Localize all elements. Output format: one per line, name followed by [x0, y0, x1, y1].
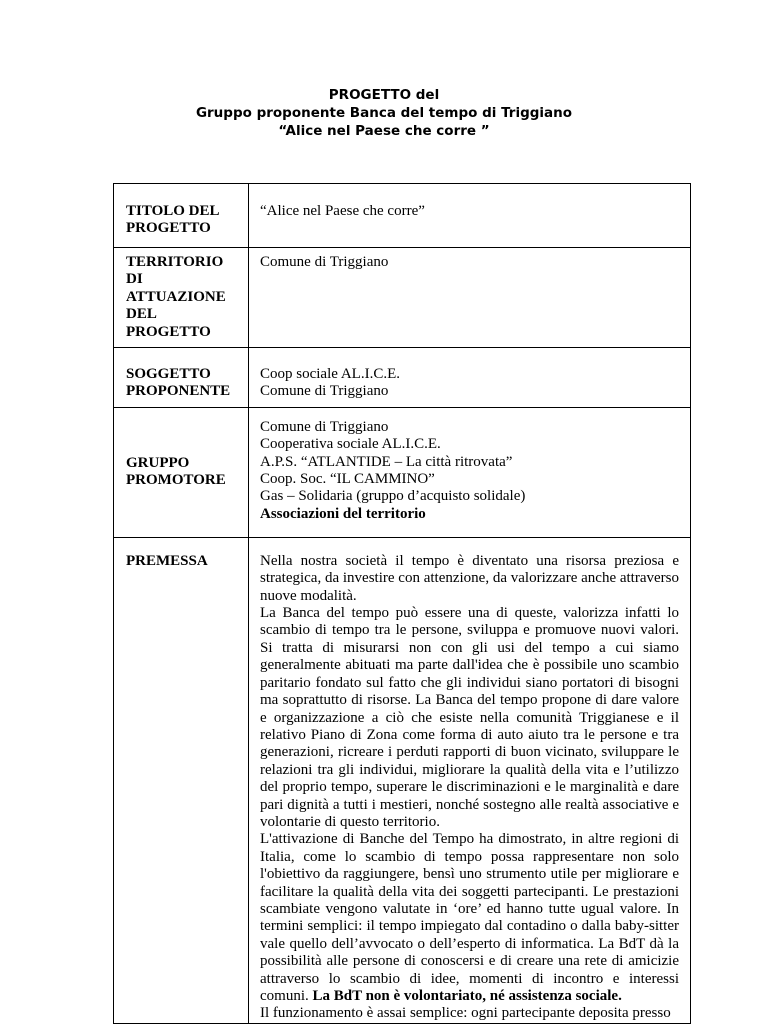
- label-soggetto: SOGGETTO PROPONENTE: [114, 348, 249, 408]
- value-titolo: “Alice nel Paese che corre”: [249, 184, 691, 248]
- soggetto-line-2: Comune di Triggiano: [260, 383, 389, 400]
- gruppo-line-3: A.P.S. “ATLANTIDE – La città ritrovata”: [260, 453, 513, 470]
- row-premessa: [114, 537, 691, 1023]
- header-line-1: PROGETTO del: [328, 87, 440, 103]
- label-premessa: PREMESSA: [114, 537, 249, 1023]
- value-premessa: [249, 537, 691, 1023]
- gruppo-bold-text: Associazioni del territorio: [260, 505, 426, 522]
- gruppo-line-1: Comune di Triggiano: [260, 418, 389, 435]
- row-gruppo: [114, 407, 691, 537]
- label-territorio: TERRITORIO DI ATTUAZIONE DEL PROGETTO: [114, 248, 249, 348]
- value-gruppo: [249, 407, 691, 537]
- premessa-paragraph-4: Il funzionamento è assai semplice: ogni partecipante deposita presso: [260, 1005, 671, 1022]
- project-table: [113, 183, 691, 1024]
- gruppo-line-bold: [260, 506, 679, 523]
- document-header: [0, 86, 768, 140]
- label-titolo: TITOLO DEL PROGETTO: [114, 184, 249, 248]
- premessa-p3-text: L'attivazione di Banche del Tempo ha dimostrato, in altre regioni di Italia, come lo scambio di tempo possa rappresentare non solo l'obiettivo da raggiungere, bensì uno strumento utile per migliorare e facilitare la qualità della vita dei soggetti partecipanti. Le prestazioni scambiate vengono valutate in ‘ore’ ed hanno tutte ugual valore. In termini semplici: il tempo impiegato dal contadino o dalla baby-sitter vale quello dell’avvocato o dell’esperto di informatica. La BdT dà la possibilità alle persone di conoscersi e di creare una rete di amicizie attraverso lo scambio di idee, momenti di incontro e interessi comuni.: [260, 831, 679, 1004]
- soggetto-line-1: Coop sociale AL.I.C.E.: [260, 366, 400, 383]
- header-line-3: “Alice nel Paese che corre ”: [278, 123, 490, 139]
- gruppo-line-2: Cooperativa sociale AL.I.C.E.: [260, 436, 441, 453]
- premessa-paragraph-1: Nella nostra società il tempo è diventato una risorsa preziosa e strategica, da investire con attenzione, da valorizzare anche attraverso nuove modalità.: [260, 552, 679, 604]
- premessa-paragraph-2: La Banca del tempo può essere una di queste, valorizza infatti lo scambio di tempo tra le persone, sviluppa e promuove nuovi valori. Si tratta di misurarsi non con gli usi del tempo a cui siamo generalmente abituati ma parte dall'idea che è possibile uno scambio paritario fondato sul fatto che gli individui siano portatori di bisogni ma soprattutto di risorse. La Banca del tempo propone di dare valore e organizzazione a ciò che esiste nella comunità Triggianese e il relativo Piano di Zona come forma di auto aiuto tra le persone e tra generazioni, ricreare i perduti rapporti di buon vicinato, sviluppare le relazioni tra gli individui, migliorare la qualità della vita e l’utilizzo del proprio tempo, superare le discriminazioni e le marginalità e dare pari dignità a tutti i mestieri, nonché sostegno alle realtà associative e volontarie di questo territorio.: [260, 605, 679, 830]
- premessa-paragraph-3: [260, 831, 679, 1005]
- value-territorio: Comune di Triggiano: [249, 248, 691, 348]
- row-soggetto: [114, 348, 691, 408]
- row-territorio: [114, 248, 691, 348]
- gruppo-line-4: Coop. Soc. “IL CAMMINO”: [260, 471, 435, 488]
- premessa-p3-bold: La BdT non è volontariato, né assistenza sociale.: [312, 988, 622, 1004]
- value-soggetto: [249, 348, 691, 408]
- header-line-2: Gruppo proponente Banca del tempo di Triggiano: [195, 105, 573, 121]
- label-gruppo: GRUPPO PROMOTORE: [114, 407, 249, 537]
- gruppo-line-5: Gas – Solidaria (gruppo d’acquisto solidale): [260, 488, 526, 505]
- row-titolo: [114, 184, 691, 248]
